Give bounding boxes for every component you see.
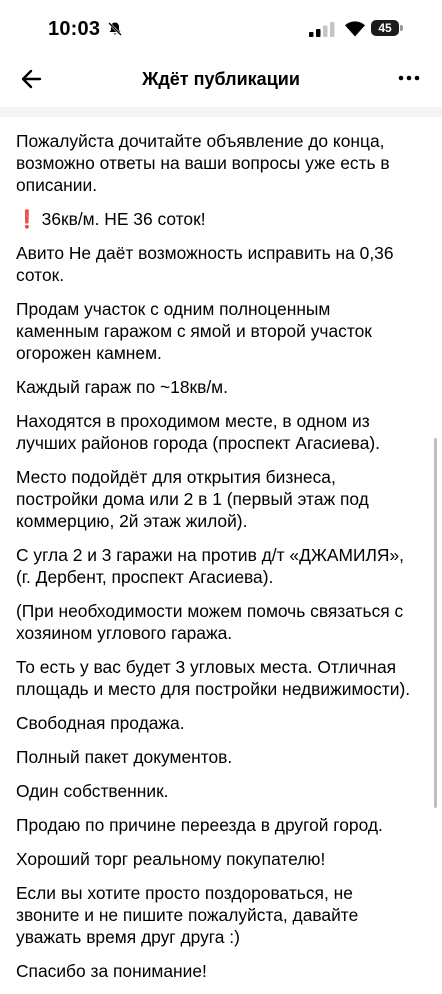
- ad-description: [16, 130, 416, 994]
- description-paragraph: Находятся в проходимом месте, в одном из лучших районов города (проспект Агасиева).: [16, 411, 381, 453]
- status-bar: [0, 0, 442, 60]
- scrollbar[interactable]: [434, 438, 437, 808]
- description-paragraph: Спасибо за понимание!: [16, 961, 207, 981]
- wifi-icon: [343, 19, 367, 42]
- description-paragraph: Хороший торг реальному покупателю!: [16, 849, 326, 869]
- description-paragraph: Продаю по причине переезда в другой город.: [16, 815, 383, 835]
- description-paragraph: Если вы хотите просто поздороваться, не звоните и не пишите пожалуйста, давайте уважать время друг друга :): [16, 883, 359, 947]
- description-paragraph: То есть у вас будет 3 угловых места. Отличная площадь и место для постройки недвижимости).: [16, 657, 411, 699]
- description-paragraph: Один собственник.: [16, 781, 169, 801]
- signal-icon: [309, 21, 335, 42]
- description-paragraph: Каждый гараж по ~18кв/м.: [16, 377, 228, 397]
- exclamation-icon: ❗: [16, 209, 38, 229]
- more-options-icon[interactable]: [396, 68, 422, 88]
- description-warning-paragraph: [16, 208, 416, 230]
- description-paragraph: Продам участок с одним полноценным каменным гаражом с ямой и второй участок огорожен камнем.: [16, 299, 372, 363]
- description-paragraph: Полный пакет документов.: [16, 747, 233, 767]
- description-paragraph: Место подойдёт для открытия бизнеса, постройки дома или 2 в 1 (первый этаж под коммерцию, 2й этаж жилой).: [16, 467, 369, 531]
- battery-tip: [400, 25, 403, 31]
- top-navigation-bar: [0, 54, 442, 106]
- description-paragraph: (При необходимости можем помочь связаться с хозяином углового гаража.: [16, 601, 404, 643]
- description-paragraph: Свободная продажа.: [16, 713, 185, 733]
- description-paragraph: Авито Не даёт возможность исправить на 0,36 соток.: [16, 243, 394, 285]
- header-divider: [0, 107, 442, 117]
- page-title: Ждёт публикации: [142, 69, 300, 89]
- warning-text: 36кв/м. НЕ 36 соток!: [41, 209, 206, 229]
- status-time: 10:03: [48, 18, 101, 40]
- bell-muted-icon: [107, 21, 123, 37]
- battery-icon: 45: [371, 20, 399, 36]
- description-paragraph: Пожалуйста дочитайте объявление до конца, возможно ответы на ваши вопросы уже есть в описании.: [16, 131, 390, 195]
- description-paragraph: С угла 2 и 3 гаражи на против д/т «ДЖАМИЛЯ», (г. Дербент, проспект Агасиева).: [16, 545, 404, 587]
